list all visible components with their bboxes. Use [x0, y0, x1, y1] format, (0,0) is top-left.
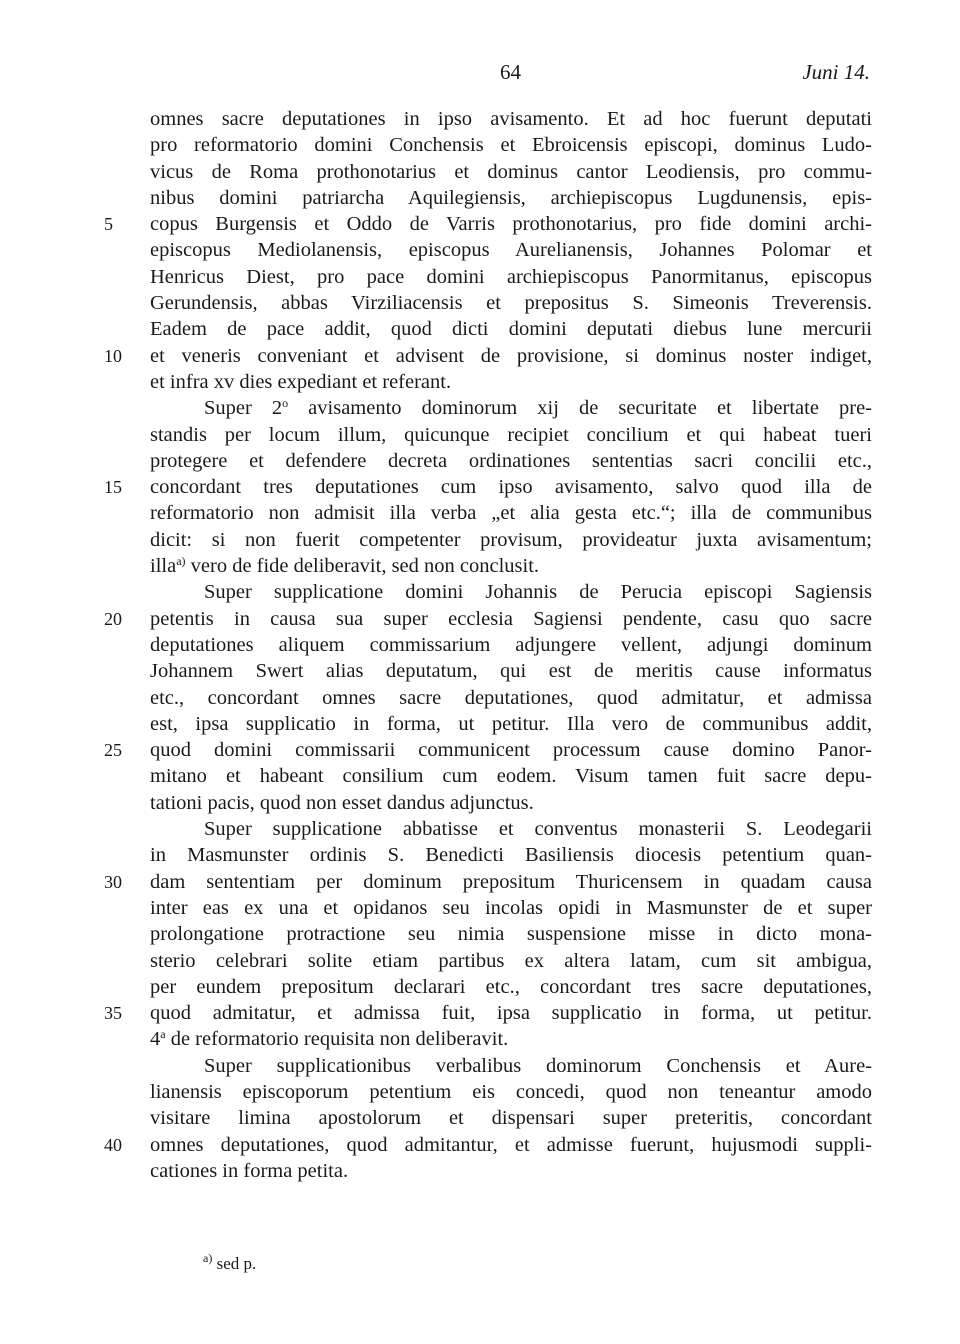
line-number: 15 — [104, 477, 122, 498]
text-line — [104, 343, 872, 369]
line-text: de reformatorio requisita non deliberavit. — [165, 1028, 509, 1051]
text-line — [150, 763, 872, 789]
line-number: 10 — [104, 345, 122, 366]
text-line — [150, 816, 872, 842]
text-line — [150, 369, 872, 395]
text-line — [150, 448, 872, 474]
text-line — [150, 948, 872, 974]
line-text: avisamento dominorum xij de securitate et libertate pre- — [288, 397, 872, 420]
line-text: petentis in causa sua super ecclesia Sagiensi pendente, casu quo sacre — [150, 607, 872, 630]
line-text: Henricus Diest, pro pace domini archiepiscopus Panormitanus, episcopus — [150, 265, 872, 288]
text-line — [150, 685, 872, 711]
text-line — [150, 895, 872, 921]
superscript: a — [160, 1027, 166, 1042]
line-number: 20 — [104, 608, 122, 629]
line-text: Johannem Swert alias deputatum, qui est de meritis cause informatus — [150, 660, 872, 683]
line-text: etc., concordant omnes sacre deputationes, quod admitatur, et admissa — [150, 686, 872, 709]
line-text: mitano et habeant consilium cum eodem. Visum tamen fuit sacre depu- — [150, 765, 872, 788]
footnote-marker: a) — [203, 1251, 213, 1265]
text-line — [150, 1079, 872, 1105]
line-text: quod admitatur, et admissa fuit, ipsa supplicatio in forma, ut petitur. — [150, 1002, 872, 1025]
line-text: protegere et defendere decreta ordinationes sententias sacri concilii etc., — [150, 449, 872, 472]
text-line — [150, 237, 872, 263]
page-header — [0, 60, 960, 90]
line-text: tationi pacis, quod non esset dandus adjunctus. — [150, 791, 534, 814]
footnote — [203, 1251, 257, 1274]
superscript: a) — [176, 554, 186, 569]
line-number: 5 — [104, 214, 113, 235]
text-line — [104, 1000, 872, 1026]
text-line — [150, 1053, 872, 1079]
line-text: lianensis episcoporum petentium eis concedi, quod non teneantur amodo — [150, 1080, 872, 1103]
text-line — [150, 159, 872, 185]
text-line — [150, 842, 872, 868]
text-line — [150, 553, 872, 579]
line-text: omnes sacre deputationes in ipso avisamento. Et ad hoc fuerunt deputati — [150, 108, 872, 130]
line-text: sterio celebrari solite etiam partibus ex altera latam, cum sit ambigua, — [150, 949, 872, 972]
line-number: 25 — [104, 740, 122, 761]
footnote-text: sed p. — [212, 1254, 257, 1273]
text-line — [150, 1158, 872, 1184]
line-text: et veneris conveniant et advisent de provisione, si dominus noster indiget, — [150, 344, 872, 367]
line-text: et infra xv dies expediant et referant. — [150, 370, 452, 393]
line-text: vicus de Roma prothonotarius et dominus cantor Leodiensis, pro commu- — [150, 160, 872, 183]
line-text: deputationes aliquem commissarium adjungere vellent, adjungi dominum — [150, 633, 872, 656]
line-text: inter eas ex una et opidanos seu incolas opidi in Masmunster de et super — [150, 896, 872, 919]
line-text: Super supplicatione abbatisse et conventus monasterii S. Leodegarii — [204, 818, 872, 841]
text-line — [104, 474, 872, 500]
text-line — [150, 185, 872, 211]
line-text: Eadem de pace addit, quod dicti domini deputati diebus lune mercurii — [150, 318, 872, 341]
line-text: omnes deputationes, quod admitantur, et admisse fuerunt, hujusmodi suppli- — [150, 1133, 872, 1156]
text-line — [104, 869, 872, 895]
page-number: 64 — [500, 60, 521, 84]
line-number: 35 — [104, 1003, 122, 1024]
line-text: Super 2 — [204, 397, 283, 420]
text-line — [150, 422, 872, 448]
text-line — [150, 790, 872, 816]
superscript: o — [282, 396, 289, 411]
line-text: illa — [150, 555, 177, 578]
text-line — [104, 211, 872, 237]
line-text: per eundem prepositum declarari etc., concordant tres sacre deputationes, — [150, 975, 872, 998]
text-line — [150, 711, 872, 737]
text-line — [150, 264, 872, 290]
text-line — [150, 632, 872, 658]
running-head-date: Juni 14. — [802, 60, 870, 84]
text-line — [150, 658, 872, 684]
text-line — [150, 1105, 872, 1131]
line-text: Super supplicatione domini Johannis de Perucia episcopi Sagiensis — [204, 581, 872, 604]
line-text: episcopus Mediolanensis, episcopus Aurelianensis, Johannes Polomar et — [150, 239, 872, 262]
line-text: Super supplicationibus verbalibus dominorum Conchensis et Aure- — [204, 1054, 872, 1077]
text-line — [150, 500, 872, 526]
text-line — [104, 737, 872, 763]
text-line — [150, 579, 872, 605]
text-line — [150, 974, 872, 1000]
line-text: reformatorio non admisit illa verba „et alia gesta etc.“; illa de communibus — [150, 502, 872, 525]
line-text: dicit: si non fuerit competenter provisum, provideatur juxta avisamentum; — [150, 528, 872, 551]
text-line — [150, 106, 872, 132]
line-text: Gerundensis, abbas Virziliacensis et prepositus S. Simeonis Treverensis. — [150, 292, 872, 315]
line-number: 40 — [104, 1134, 122, 1155]
line-text: nibus domini patriarcha Aquilegiensis, archiepiscopus Lugdunensis, epis- — [150, 186, 872, 209]
text-line — [150, 395, 872, 421]
line-text: copus Burgensis et Oddo de Varris prothonotarius, pro fide domini archi- — [150, 213, 872, 236]
line-text: est, ipsa supplicatio in forma, ut petitur. Illa vero de communibus addit, — [150, 712, 872, 735]
line-text: pro reformatorio domini Conchensis et Ebroicensis episcopi, dominus Ludo- — [150, 134, 872, 157]
line-text: standis per locum illum, quicunque recipiet concilium et qui habeat tueri — [150, 423, 872, 446]
line-text: in Masmunster ordinis S. Benedicti Basiliensis diocesis petentium quan- — [150, 844, 872, 867]
line-text: quod domini commissarii communicent processum cause domino Panor- — [150, 739, 872, 762]
line-number: 30 — [104, 871, 122, 892]
line-text: cationes in forma petita. — [150, 1159, 349, 1182]
line-text: 4 — [150, 1028, 161, 1051]
text-line — [150, 132, 872, 158]
text-line — [150, 290, 872, 316]
text-line — [150, 921, 872, 947]
line-text: visitare limina apostolorum et dispensari super preteritis, concordant — [150, 1107, 872, 1130]
line-text: prolongatione protractione seu nimia suspensione misse in dicto mona- — [150, 923, 872, 946]
text-line — [104, 1132, 872, 1158]
text-line — [150, 1026, 872, 1052]
text-line — [150, 527, 872, 553]
line-text: vero de fide deliberavit, sed non conclusit. — [185, 555, 540, 578]
line-text: concordant tres deputationes cum ipso avisamento, salvo quod illa de — [150, 476, 872, 499]
text-line — [150, 316, 872, 342]
line-text: dam sententiam per dominum prepositum Thuricensem in quadam causa — [150, 870, 872, 893]
text-line — [104, 606, 872, 632]
body-text — [104, 106, 872, 1184]
